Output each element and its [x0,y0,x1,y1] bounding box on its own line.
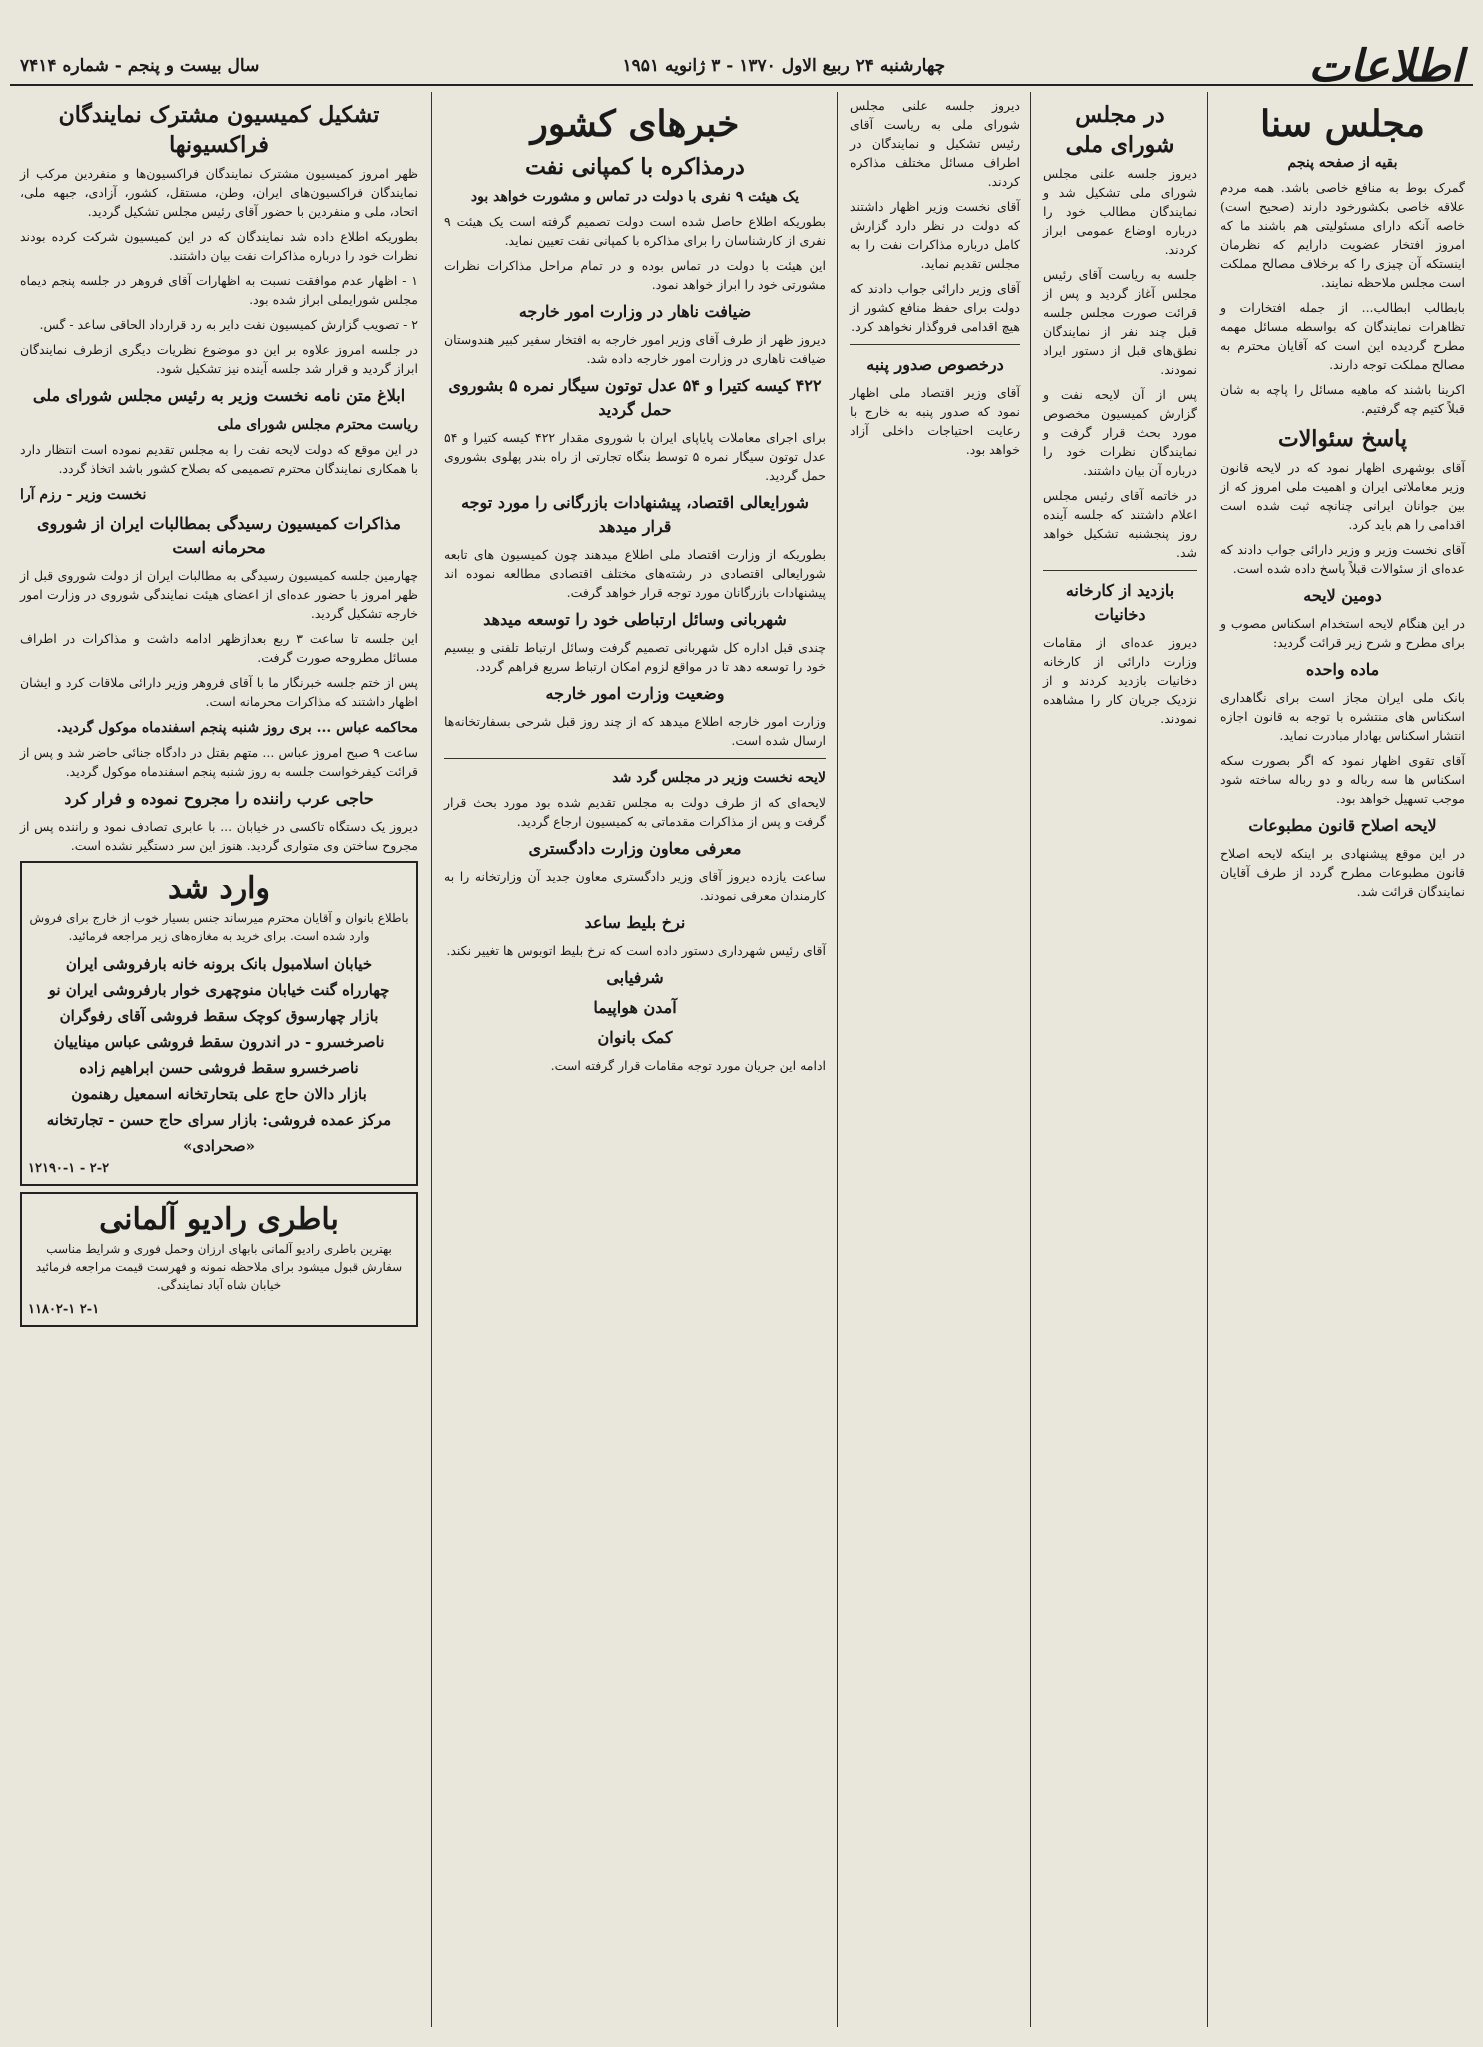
news-paragraph: ادامه این جریان مورد توجه مقامات قرار گرفته است. [550,1058,826,1073]
advertisement-arrivals [20,861,418,1186]
police-heading: شهربانی وسائل ارتباطی خود را توسعه میدهد [483,610,787,629]
left-paragraph: در جلسه امروز علاوه بر این دو موضوع نظریات دیگری ازطرف نمایندگان ابراز گردید و قرار شد جلسه آینده نیز تشکیل شود. [20,342,418,376]
ad-address: بازار چهارسوق کوچک سقط فروشی آقای رفوگران [59,1007,379,1025]
parliament-paragraph: جلسه به ریاست آقای رئیس مجلس آغاز گردید و پس از قرائت صورت مجلس جلسه قبل چند نفر از نمایندگان نطق‌های قبل از دستور ایراد نمودند. [1043,267,1197,377]
parliament-paragraph: دیروز عده‌ای از مقامات وزارت دارائی از کارخانه دخانیات بازدید کردند و از نزدیک جریان کار را مشاهده نمودند. [1043,635,1197,726]
middle-paragraph: دیروز جلسه علنی مجلس شورای ملی به ریاست آقای رئیس تشکیل و نمایندگان در اطراف مسائل مختلف مذاکره کردند. [850,98,1020,189]
ad-text: باطلاع بانوان و آقایان محترم میرساند جنس بسیار خوب از خارج برای فروش وارد شده است. برای خرید به مغازه‌های زیر مراجعه فرمائید. [29,911,409,943]
column-senate [1212,92,1473,2027]
audience-heading: شرفیابی [606,968,664,987]
letter-salutation: ریاست محترم مجلس شورای ملی [217,417,418,433]
column-rule [431,92,432,2027]
dateline: چهارشنبه ۲۴ ربیع الاول ۱۳۷۰ - ۳ ژانویه ۱۹۵۱ [622,56,946,76]
senate-paragraph: بابطالب ابطالب... از جمله افتخارات و تظاهرات نمایندگان که بواسطه مسائل مهمه مطرح گردیده این است که آقایان محترم به مصالح مملکت توجه دارند. [1220,300,1465,372]
foreign-status-heading: وضعیت وزارت امور خارجه [545,684,725,703]
left-list-item: ۱ - اظهار عدم موافقت نسبت به اظهارات آقای فروهر در جلسه پنجم دیماه مجلس شورایملی ابراز شده بود. [20,273,418,307]
ad-title: وارد شد [168,871,270,906]
ad-address: بازار دالان حاج علی بتحارتخانه اسمعیل رهنمون [71,1085,367,1103]
ad-address: خیابان اسلامبول بانک برونه خانه بارفروشی ایران [65,955,373,973]
letter-signature: نخست وزیر - رزم آرا [20,487,147,503]
senate-paragraph: گمرک بوط به منافع خاصی باشد. همه مردم علاقه خاصی بکشورخود دارند (صحیح است) خاصه آنکه دارای مسئولیتی هم باشند ما که امروز افتخار عضویت دارایم که نظرمان اینستکه آن چیزی را که برخلاف مصالح مملکت است مجلس ملاحظه نمایند. [1220,180,1465,290]
left-paragraph: دیروز یک دستگاه تاکسی در خیابان ... با عابری تصادف نمود و راننده پس از مجروح ساختن وی متواری گردید. هنوز این سر دستگیر نشده است. [20,819,418,853]
accident-heading: حاجی عرب راننده را مجروح نموده و فرار کرد [64,789,374,808]
news-paragraph: آقای رئیس شهرداری دستور داده است که نرخ بلیط اتوبوس ها تغییر نکند. [446,943,826,958]
parliament-title: در مجلس شورای ملی [1065,102,1175,158]
senate-paragraph: آقای تقوی اظهار نمود که اگر بصورت سکه اسکناس ها سه رباله و دو رباله ساخته شود موجب تسهیل خواهد بود. [1220,753,1465,806]
senate-article-heading: ماده واحده [1305,660,1380,679]
left-paragraph: ظهر امروز کمیسیون مشترک نمایندگان فراکسیون‌ها و منفردین مرکب از نمایندگان فراکسیون‌های ایران، وطن، مستقل، کشور، آزادی، جبهه ملی، اتحاد، ملی و منفردین با حضور آقای رئیس مجلس تشکیل گردید. [20,166,418,219]
senate-paragraph: در این موقع پیشنهادی بر اینکه لایحه اصلاح قانون مطبوعات مطرح گردد از طرف آقایان نمایندگان قرائت شد. [1220,846,1465,899]
left-list-item: ۲ - تصویب گزارش کمیسیون نفت دایر به رد قرارداد الحاقی ساعد - گس. [39,317,418,332]
bill-heading: لایحه نخست وزیر در مجلس گرد شد [612,770,826,786]
ad-address: مرکز عمده فروشی: بازار سرای حاج حسن - تجارتخانه «صحرادی» [46,1111,392,1155]
left-paragraph: چهارمین جلسه کمیسیون رسیدگی به مطالبات ایران از دولت شوروی قبل از ظهر امروز با حضور عده‌ای از اعضای هیئت نمایندگی شوروی در وزارت امور خارجه تشکیل گردید. [20,568,418,621]
cotton-export-heading: درخصوص صدور پنبه [866,355,1004,374]
masthead [10,40,1473,92]
column-rule [1030,92,1031,2027]
news-paragraph: وزارت امور خارجه اطلاع میدهد که از چند روز قبل شرحی بسفارتخانه‌ها ارسال شده است. [444,714,826,748]
ad-address: چهارراه گنت خیابان منوچهری خوار بارفروشی ایران نو [48,981,390,999]
divider [850,344,1020,345]
middle-paragraph: آقای نخست وزیر اظهار داشتند که دولت در نظر دارد گزارش کامل درباره مذاکرات نفت را به مجلس تقدیم نماید. [850,199,1020,271]
column-news [436,92,834,2027]
letter-heading: ابلاغ متن نامه نخست وزیر به رئیس مجلس شورای ملی [32,386,406,405]
senate-answers-heading: پاسخ سئوالات [1278,426,1407,452]
news-paragraph: برای اجرای معاملات پایاپای ایران با شوروی مقدار ۴۲۲ کیسه کتیرا و ۵۴ عدل توتون سیگار نمره ۵ توسط بنگاه تجارتی از راه بندر پهلوی بشوروی حمل گردید. [444,430,827,483]
middle-paragraph: آقای وزیر اقتصاد ملی اظهار نمود که صدور پنبه به خارج با رعایت احتیاجات داخلی آزاد خواهد بود. [850,385,1020,457]
column-parliament [1035,92,1205,2027]
ad-code: ۱۱۸۰۲-۱ ۲-۱ [28,1302,100,1317]
deputy-heading: معرفی معاون وزارت دادگستری [528,839,742,858]
divider [1043,570,1197,571]
news-paragraph: چندی قبل اداره کل شهربانی تصمیم گرفت وسائل ارتباط تلفنی و بیسیم خود را توسعه دهد تا در مواقع لزوم امکان ارتباط سریع فراهم گردد. [444,640,826,674]
news-paragraph: ساعت یازده دیروز آقای وزیر دادگستری معاون جدید آن وزارتخانه را به کارمندان معرفی نمودند. [444,869,826,903]
news-paragraph: این هیئت با دولت در تماس بوده و در تمام مراحل مذاکرات نظرات مشورتی خود را ابراز خواهد نمود. [444,258,826,292]
commission-title: تشکیل کمیسیون مشترک نمایندگان فراکسیونها [58,102,380,158]
column-middle [842,92,1028,2027]
left-paragraph: این جلسه تا ساعت ۳ ربع بعدازظهر ادامه داشت و مذاکرات در اطراف مسائل مطروحه صورت گرفت. [20,631,418,665]
column-left [12,92,426,2027]
news-paragraph: بطوریکه اطلاع حاصل شده است دولت تصمیم گرفته است یک هیئت ۹ نفری از کارشناسان را برای مذاکره با کمپانی نفت تعیین نماید. [444,214,826,248]
trial-heading: محاکمه عباس ... بری روز شنبه پنجم اسفندماه موکول گردید. [56,720,418,736]
issue-number: سال بیست و پنجم - شماره ۷۴۱۴ [20,56,260,76]
ad-address: ناصرخسرو سقط فروشی حسن ابراهیم زاده [79,1059,359,1077]
news-lead: یک هیئت ۹ نفری با دولت در تماس و مشورت خواهد بود [470,189,800,205]
soviet-talks-heading: مذاکرات کمیسیون رسیدگی بمطالبات ایران از شوروی محرمانه است [37,514,401,557]
senate-subtitle: بقیه از صفحه پنجم [1287,155,1398,171]
assistance-heading: کمک بانوان [597,1028,673,1047]
parliament-paragraph: پس از آن لایحه نفت و گزارش کمیسیون مخصوص مورد بحث قرار گرفت و نمایندگان نظرات خود را درباره آن بیان داشتند. [1043,387,1197,478]
senate-title: مجلس سنا [1260,103,1425,145]
left-paragraph: پس از ختم جلسه خبرنگار ما با آقای فروهر وزیر دارائی ملاقات کرد و ایشان اظهار داشتند که مذاکرات محرمانه است. [20,675,418,709]
left-paragraph: در این موقع که دولت لایحه نفت را به مجلس تقدیم نموده است انتظار دارد با همکاری نمایندگان محترم تصمیمی که بصلاح کشور باشد اتخاذ گردد. [20,442,418,476]
news-paragraph: بطوریکه از وزارت اقتصاد ملی اطلاع میدهند چون کمیسیون های تابعه شورایعالی اقتصادی در رشته‌های مختلف اقتصادی مطالعه نموده اند پیشنهادات بازرگانان مورد توجه قرار خواهد گرفت. [444,547,826,600]
ad-address: ناصرخسرو - در اندرون سقط فروشی عباس میناییان [53,1033,385,1051]
ad-title: باطری رادیو آلمانی [99,1202,339,1237]
news-paragraph: دیروز ظهر از طرف آقای وزیر امور خارجه به افتخار سفیر کبیر هندوستان ضیافت ناهاری در وزارت امور خارجه داده شد. [444,332,826,366]
senate-paragraph: آقای بوشهری اظهار نمود که در لایحه قانون وزیر معاملاتی ایران و اهمیت ملی امروز که از بین جوانان ایرانی چنانچه ثبت شده است اقدامی را هم باید کرد. [1220,460,1465,532]
senate-paragraph: اکرینا باشند که ماهیه مسائل را پاچه به شان قبلاً کتیم چه گرفتیم. [1220,382,1465,416]
divider [444,758,826,759]
tobacco-heading: ۴۲۲ کیسه کتیرا و ۵۴ عدل توتون سیگار نمره ۵ بشوروی حمل گردید [448,376,822,419]
tobacco-factory-heading: بازدید از کارخانه دخانیات [1065,581,1175,624]
news-paragraph: لایحه‌ای که از طرف دولت به مجلس تقدیم شده بود مورد بحث قرار گرفت و پس از مذاکرات مقدماتی به کمیسیون ارجاع گردید. [444,795,826,829]
ad-code: ۱۲۱۹۰-۱ - ۲-۲ [28,1161,110,1176]
senate-paragraph: بانک ملی ایران مجاز است برای نگاهداری اسکناس های منتشره با توجه به قانون اجازه انتشار اسکناس بهادار مبادرت نماید. [1220,690,1465,743]
advertisement-radio-battery [20,1192,418,1327]
column-rule [837,92,838,2027]
column-rule [1207,92,1208,2027]
parliament-paragraph: در خاتمه آقای رئیس مجلس اعلام داشتند که جلسه آینده روز پنجشنبه تشکیل خواهد شد. [1043,488,1197,560]
middle-paragraph: آقای وزیر دارائی جواب دادند که دولت برای حفظ منافع کشور از هیچ اقدامی فروگذار نخواهد کرد. [850,281,1020,334]
news-title: خبرهای کشور [530,103,740,145]
senate-paragraph: در این هنگام لایحه استخدام اسکناس مصوب و برای مطرح و شرح زیر قرائت گردید: [1220,616,1465,650]
left-paragraph: ساعت ۹ صبح امروز عباس ... متهم بقتل در دادگاه جنائی حاضر شد و پس از قرائت کیفرخواست جلسه به روز شنبه پنجم اسفندماه موکول گردید. [20,745,418,779]
senate-bill-heading: دومین لایحه [1303,586,1382,605]
aircraft-heading: آمدن هواپیما [593,998,677,1017]
economy-heading: شورایعالی اقتصاد، پیشنهادات بازرگانی را مورد توجه قرار میدهد [461,493,809,536]
senate-press-heading: لایحه اصلاح قانون مطبوعات [1248,816,1437,835]
news-subtitle: درمذاکره با کمپانی نفت [525,154,745,180]
senate-paragraph: آقای نخست وزیر و وزیر دارائی جواب دادند که عده‌ای از سئوالات قبلاً پاسخ داده شده است. [1220,542,1465,576]
foreign-ministry-heading: ضیافت ناهار در وزارت امور خارجه [518,302,752,321]
ad-text: بهترین باطری رادیو آلمانی بابهای ارزان وحمل فوری و شرایط مناسب سفارش قبول میشود برای ملاحظه نمونه و فهرست قیمت مراجعه فرمائید خیابان شاه آباد نمایندگی. [35,1242,403,1292]
newspaper-logo: اطلاعات [1308,40,1463,92]
parliament-paragraph: دیروز جلسه علنی مجلس شورای ملی تشکیل شد و نمایندگان مطالب خود را درباره اوضاع عمومی ابراز کردند. [1043,166,1197,257]
ticket-rate-heading: نرخ بلیط ساعد [584,913,686,932]
left-paragraph: بطوریکه اطلاع داده شد نمایندگان که در این کمیسیون شرکت کرده بودند نظرات خود را درباره مذاکرات نفت بیان داشتند. [20,229,418,263]
